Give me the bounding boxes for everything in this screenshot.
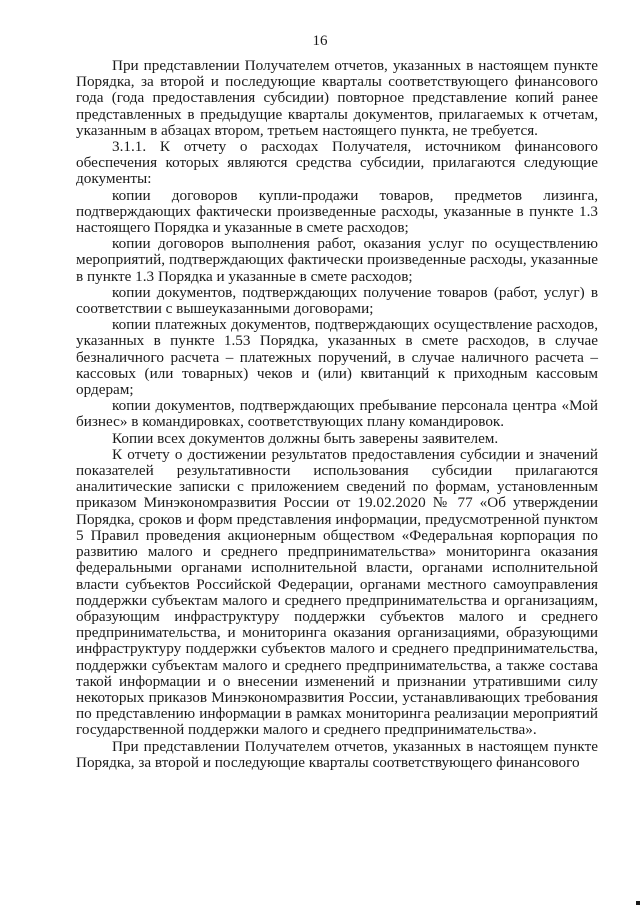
paragraph-work-contracts: копии договоров выполнения работ, оказания услуг по осуществлению мероприятий, подтверждающих фактически произведенные расходы, указанные в пункте 1.3 Порядка и указанные в смете расходов; [76, 235, 598, 285]
paragraph-repeat-submission-note: При представлении Получателем отчетов, указанных в настоящем пункте Порядка, за второй и последующие кварталы соответствующего финансового года (года предоставления субсидии) повторное представление копий ранее представленных в предыдущие кварталы документов, прилагаемых к отчетам, указанным в абзацах втором, третьем настоящего пункта, не требуется. [76, 57, 598, 139]
paragraph-continuation: При представлении Получателем отчетов, указанных в настоящем пункте Порядка, за второй и последующие кварталы соответствующего финансового [76, 737, 598, 771]
paragraph-3-1-1-heading: 3.1.1. К отчету о расходах Получателя, источником финансового обеспечения которых являются средства субсидии, прилагаются следующие документы: [76, 138, 598, 188]
paragraph-sale-contracts: копии договоров купли-продажи товаров, предметов лизинга, подтверждающих фактически произведенные расходы, указанные в пункте 1.3 настоящего Порядка и указанные в смете расходов; [76, 186, 598, 237]
paragraph-payment-documents: копии платежных документов, подтверждающих осуществление расходов, указанных в пункте 1.53 Порядка, указанных в смете расходов, в случае безналичного расчета – платежных поручений, в случае наличного расчета – кассовых (или товарных) чеков и (или) квитанций к приходным кассовым ордерам; [76, 316, 598, 399]
paragraph-business-trips: копии документов, подтверждающих пребывание персонала центра «Мой бизнес» в командировках, соответствующих плану командировок. [76, 397, 598, 431]
document-body [76, 58, 598, 771]
scan-corner-mark [636, 901, 640, 905]
paragraph-results-report: К отчету о достижении результатов предоставления субсидии и значений показателей результативности использования субсидии прилагаются аналитические записки с приложением сведений по формам, установленным приказом Минэкономразвития России от 19.02.2020 № 77 «Об утверждении Порядка, сроков и форм представления информации, предусмотренной пунктом 5 Правил проведения акционерным обществом «Федеральная корпорация по развитию малого и среднего предпринимательства» мониторинга оказания федеральными органами исполнительной власти, органами исполнительной власти субъектов Российской Федерации, органами местного самоуправления поддержки субъектам малого и среднего предпринимательства и организациям, образующим инфраструктуру поддержки субъектов малого и среднего предпринимательства, и мониторинга оказания организациями, образующими инфраструктуру поддержки субъектов малого и среднего предпринимательства, поддержки субъектам малого и среднего предпринимательства, а также состава такой информации и о внесении изменений и признании утратившими силу некоторых приказов Минэкономразвития России, устанавливающих требования по представлению информации в рамках мониторинга реализации мероприятий государственной поддержки малого и среднего предпринимательства». [76, 445, 598, 739]
paragraph-receipt-documents: копии документов, подтверждающих получение товаров (работ, услуг) в соответствии с вышеуказанными договорами; [76, 283, 598, 318]
page-number: 16 [312, 33, 328, 49]
paragraph-certification: Копии всех документов должны быть заверены заявителем. [112, 429, 499, 447]
